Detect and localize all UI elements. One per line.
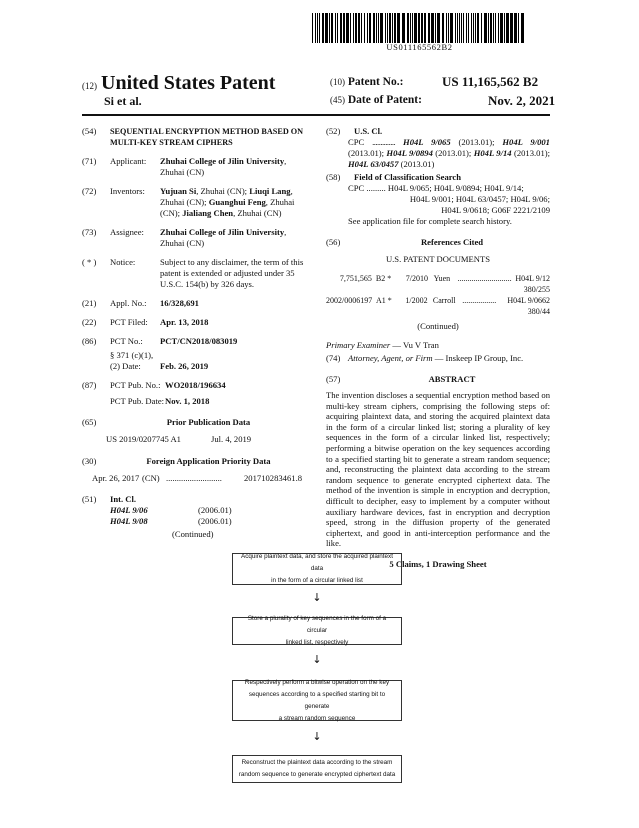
reference-row: 7,751,565 B2 * 7/2010 Yuen ........................... H04L 9/12 380/255: [339, 274, 550, 294]
invention-title: SEQUENTIAL ENCRYPTION METHOD BASED ON MULTI-KEY STREAM CIPHERS: [110, 127, 304, 147]
flow-arrow-icon: ↓: [312, 730, 322, 743]
abstract-text: The invention discloses a sequential encryption method based on multi-key stream ciphers, comprising the following steps of: acquiring plaintext data, and storing the acquired plaintext data in the form of a circular linked list; storing a plurality of key sequences in the form of a circular linked list, respectively; performing a bitwise operation on the key sequences according to a specified starting bit to generate a stream random sequence; and, reconstructing the plaintext data according to the stream random sequence to generate encrypted ciphertext data. The method of the invention is simple in encryption and decryption, difficult to decipher, easy to implement by a computer without auxiliary hardware devices, fast in encryption and decryption speed, strong in the diffusion property of the generated ciphertext, and good in anti-interception performance and the like.: [326, 390, 550, 549]
barcode-bar: [488, 13, 489, 43]
references-heading: References Cited: [420, 237, 484, 247]
prior-pub-heading: Prior Publication Data: [166, 417, 251, 427]
foreign-priority-row: Apr. 26, 2017 (CN) .......................... 201710283461.8: [92, 473, 303, 483]
application-number: 16/328,691: [160, 298, 199, 308]
barcode-bar: [353, 13, 354, 43]
barcode-bar: [312, 13, 313, 43]
int-cl-row-2: H04L 9/08 (2006.01): [110, 516, 232, 526]
barcode-bar: [367, 13, 368, 43]
field-74: (74) Attorney, Agent, or Firm — Inskeep IP Group, Inc.: [326, 353, 524, 363]
barcode-bar: [355, 13, 357, 43]
section-371: § 371 (c)(1),: [110, 350, 154, 360]
int-cl-row-1: H04L 9/06 (2006.01): [110, 505, 232, 515]
barcode-bar: [493, 13, 494, 43]
field-52: (52) U.S. Cl.: [326, 126, 383, 136]
document-number: US011165562B2: [386, 42, 453, 52]
reference-row: 2002/0006197 A1 * 1/2002 Carroll ................. H04L 9/0662 380/44: [326, 296, 550, 316]
barcode-bar: [369, 13, 371, 43]
us-cl-heading: U.S. Cl.: [354, 126, 383, 136]
barcode-bar: [387, 13, 388, 43]
us-cl-cpc: CPC .............. H04L 9/065 (2013.01); H04L 9/001 (2013.01); H04L 9/0894 (2013.01); H04L 9/14 (2013.01); H04L 63/0457 (2013.01): [348, 137, 550, 169]
barcode-bar: [518, 13, 519, 43]
inventors-short: Si et al.: [104, 94, 142, 108]
barcode-bar: [461, 13, 462, 43]
int-cl-heading: Int. Cl.: [110, 494, 137, 504]
barcode-bar: [340, 13, 342, 43]
barcode-bar: [337, 13, 338, 43]
foreign-priority-heading: Foreign Application Priority Data: [146, 456, 271, 466]
barcode-bar: [435, 13, 436, 43]
barcode-bar: [378, 13, 379, 43]
references-continued: (Continued): [417, 321, 459, 331]
int-cl-continued: (Continued): [172, 529, 214, 539]
barcode-bar: [394, 13, 396, 43]
field-371-date: (2) Date: Feb. 26, 2019: [110, 361, 209, 371]
applicant-name: Zhuhai College of Jilin University: [160, 156, 285, 166]
barcode-bar: [315, 13, 316, 43]
barcode-bar: [380, 13, 383, 43]
code-10: (10): [330, 77, 345, 87]
barcode-bar: [428, 13, 430, 43]
field-search-cpc: CPC ......... H04L 9/065; H04L 9/0894; H04L 9/14; H04L 9/001; H04L 63/0457; H04L 9/06; H04L 9/0618; G06F 2221/2109 See application file for complete search history.: [348, 183, 550, 226]
barcode-bar: [364, 13, 365, 43]
claims-summary: 5 Claims, 1 Drawing Sheet: [389, 558, 487, 569]
inventor-2: Liuqi Lang: [249, 186, 291, 196]
inventor-4: Jialiang Chen: [182, 208, 234, 218]
barcode-bar: [448, 13, 449, 43]
barcode-bar: [385, 13, 386, 43]
barcode-bar: [329, 13, 330, 43]
barcode-bar: [361, 13, 362, 43]
barcode-bar: [317, 13, 318, 43]
notice-text: Subject to any disclaimer, the term of this patent is extended or adjusted under 35 U.S.C. 154(b) by 326 days.: [160, 257, 304, 289]
barcode-bar: [495, 13, 496, 43]
barcode-bar: [402, 13, 405, 43]
field-21: (21) Appl. No.: 16/328,691: [82, 298, 199, 308]
barcode-bar: [373, 13, 375, 43]
flow-arrow-icon: ↓: [312, 653, 322, 666]
field-71: (71) Applicant: Zhuhai College of Jilin University, Zhuhai (CN): [82, 156, 287, 177]
barcode-bar: [510, 13, 513, 43]
barcode-bar: [475, 13, 476, 43]
patent-title: United States Patent: [101, 72, 276, 94]
us-patent-docs-heading: U.S. PATENT DOCUMENTS: [385, 254, 491, 264]
field-30: (30) Foreign Application Priority Data: [82, 456, 307, 467]
left-column: [82, 126, 307, 540]
barcode-bar: [506, 13, 509, 43]
inventor-1: Yujuan Si: [160, 186, 197, 196]
primary-examiner: Primary Examiner — Vu V Tran: [326, 340, 439, 350]
date-label: Date of Patent:: [347, 94, 422, 106]
patent-no-label: Patent No.:: [347, 76, 404, 88]
barcode-bar: [331, 13, 333, 43]
search-history-note: See application file for complete search history.: [348, 216, 512, 226]
field-54: (54) SEQUENTIAL ENCRYPTION METHOD BASED ON MULTI-KEY STREAM CIPHERS: [82, 126, 307, 148]
barcode-bar: [442, 13, 444, 43]
barcode-bar: [484, 13, 487, 43]
barcode-bar: [514, 13, 517, 43]
barcode-bar: [477, 13, 479, 43]
barcode-bar: [450, 13, 453, 43]
barcode-bar: [325, 13, 328, 43]
inventor-3: Guanghui Feng: [208, 197, 266, 207]
field-73: (73) Assignee: Zhuhai College of Jilin University, Zhuhai (CN): [82, 227, 287, 248]
field-51: (51) Int. Cl.: [82, 494, 137, 504]
field-56: (56) References Cited: [326, 237, 550, 248]
field-65: (65) Prior Publication Data: [82, 417, 307, 428]
barcode-bar: [407, 13, 409, 43]
barcode-bar: [490, 13, 492, 43]
field-search-heading: Field of Classification Search: [354, 172, 462, 182]
field-86: (86) PCT No.: PCT/CN2018/083019: [82, 336, 238, 346]
code-45: (45): [330, 95, 345, 105]
field-58: (58) Field of Classification Search: [326, 172, 462, 182]
right-column: [326, 126, 550, 570]
barcode-bar: [350, 13, 351, 43]
field-87: (87) PCT Pub. No.: WO2018/196634: [82, 380, 226, 390]
assignee-name: Zhuhai College of Jilin University: [160, 227, 285, 237]
flow-step-3: Respectively perform a bitwise operation on the key sequences according to a specified starting bit to generate a stream random sequence: [232, 680, 402, 721]
barcode-bar: [376, 13, 377, 43]
flow-arrow-icon: ↓: [312, 591, 322, 604]
pct-filed-date: Apr. 13, 2018: [160, 317, 209, 327]
barcode-bar: [319, 13, 320, 43]
barcode-bar: [335, 13, 336, 43]
header-rule: [82, 114, 550, 116]
barcode-bar: [457, 13, 458, 43]
barcode-bar: [322, 13, 324, 43]
barcode-bar: [455, 13, 456, 43]
barcode-bar: [414, 13, 417, 43]
barcode-bar: [463, 13, 464, 43]
patent-number: US 11,165,562 B2: [442, 74, 539, 89]
barcode-bar: [481, 13, 482, 43]
patent-number-line: [330, 76, 403, 88]
flow-step-2: Store a plurality of key sequences in the form of a circular linked list, respectively: [232, 617, 402, 645]
code-12: (12): [82, 81, 97, 91]
barcode-bar: [421, 13, 423, 43]
barcode-bar: [410, 13, 411, 43]
barcode-bar: [459, 13, 460, 43]
barcode-bar: [397, 13, 400, 43]
barcode-bar: [521, 13, 524, 43]
field-72: (72) Inventors: Yujuan Si, Zhuhai (CN); Liuqi Lang, Zhuhai (CN); Guanghui Feng, Zhuhai (CN); Jialiang Chen, Zhuhai (CN): [82, 186, 295, 218]
barcode-bar: [437, 13, 440, 43]
barcode-bar: [466, 13, 467, 43]
field-87-date: PCT Pub. Date: Nov. 1, 2018: [110, 396, 210, 406]
barcode-bar: [468, 13, 469, 43]
barcode-bar: [392, 13, 393, 43]
barcode-bar: [358, 13, 360, 43]
barcode-bar: [346, 13, 349, 43]
references-list: [326, 273, 550, 317]
barcode-bar: [504, 13, 505, 43]
barcode-bar: [500, 13, 503, 43]
barcode-bar: [471, 13, 472, 43]
field-22: (22) PCT Filed: Apr. 13, 2018: [82, 317, 209, 327]
field-notice: ( * ) Notice: Subject to any disclaimer, the term of this patent is extended or adjusted under 35 U.S.C. 154(b) by 326 days.: [82, 257, 307, 290]
barcode-bar: [343, 13, 345, 43]
barcode-bar: [498, 13, 499, 43]
pct-number: PCT/CN2018/083019: [160, 336, 238, 346]
barcode-bar: [446, 13, 447, 43]
barcode-bar: [418, 13, 420, 43]
barcode-bar: [431, 13, 434, 43]
header-title-line: [82, 72, 275, 95]
barcode: [312, 13, 527, 43]
barcode-bar: [424, 13, 426, 43]
flow-step-1: Acquire plaintext data, and store the acquired plaintext data in the form of a circular linked list: [232, 553, 402, 585]
date-of-patent-line: [330, 94, 422, 106]
pct-pub-number: WO2018/196634: [165, 380, 226, 390]
flow-step-4: Reconstruct the plaintext data according to the stream random sequence to generate encrypted ciphertext data: [232, 755, 402, 783]
prior-pub-row: US 2019/0207745 A1 Jul. 4, 2019: [106, 434, 252, 444]
barcode-bar: [473, 13, 474, 43]
barcode-bar: [412, 13, 413, 43]
abstract-heading: ABSTRACT: [428, 374, 476, 384]
field-57: (57) ABSTRACT: [326, 374, 550, 385]
barcode-bar: [389, 13, 391, 43]
patent-date: Nov. 2, 2021: [488, 93, 556, 108]
